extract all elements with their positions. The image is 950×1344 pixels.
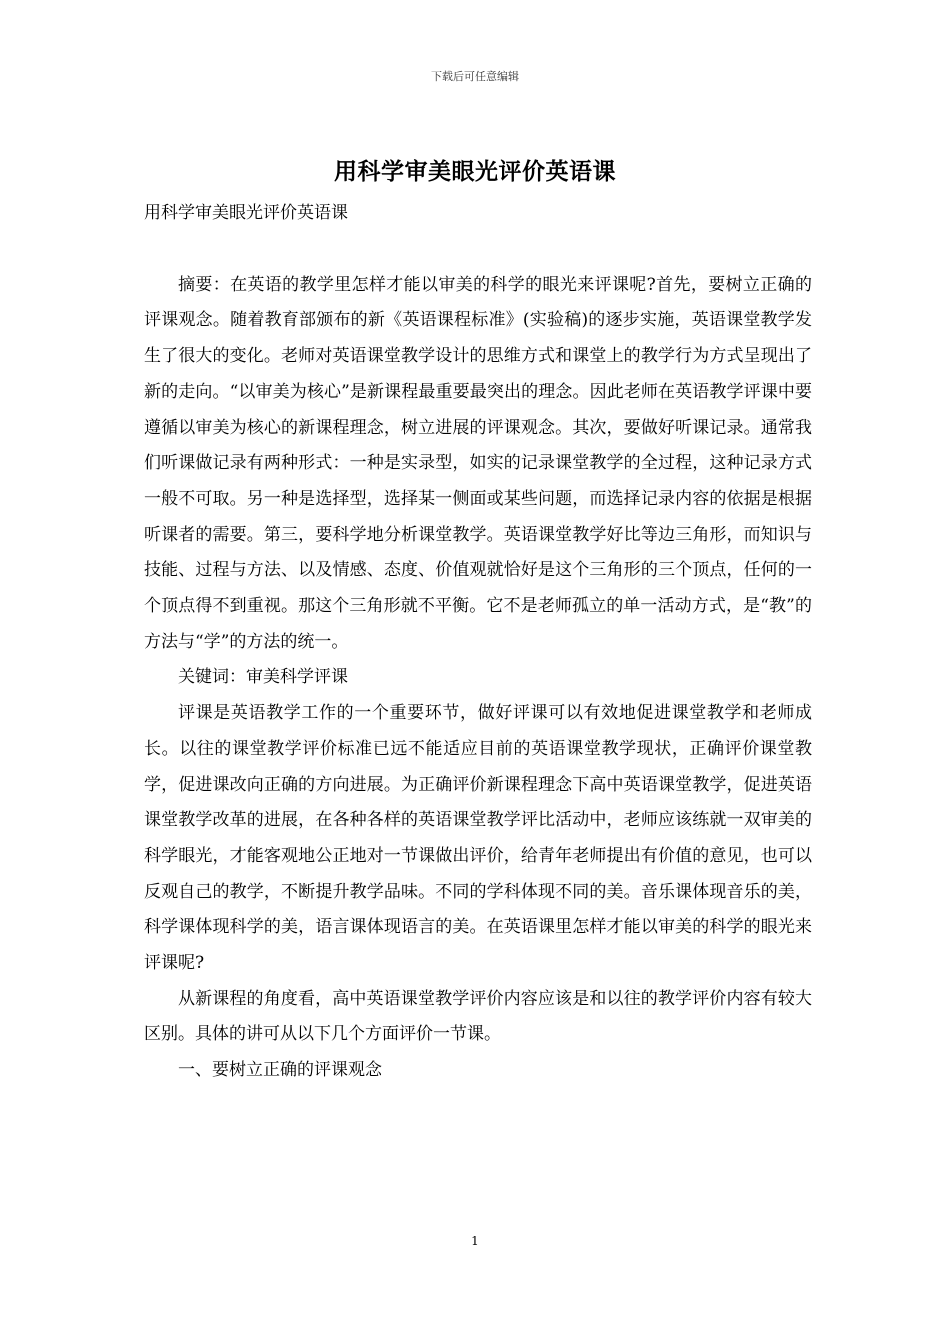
- document-title: 用科学审美眼光评价英语课: [334, 158, 616, 185]
- keywords-line: 关键词：审美科学评课: [178, 667, 348, 688]
- abstract-paragraph: 摘要：在英语的教学里怎样才能以审美的科学的眼光来评课呢?首先，要树立正确的评课观念。随着教育部颁布的新《英语课程标准》(实验稿)的逐步实施，英语课堂教学发生了很大的变化。老师对英语课堂教学设计的思维方式和课堂上的教学行为方式呈现出了新的走向。“以审美为核心”是新课程最重要最突出的理念。因此老师在英语教学评课中要遵循以审美为核心的新课程理念，树立进展的评课观念。其次，要做好听课记录。通常我们听课做记录有两种形式：一种是实录型，如实的记录课堂教学的全过程，这种记录方式一般不可取。另一种是选择型，选择某一侧面或某些问题，而选择记录内容的依据是根据听课者的需要。第三，要科学地分析课堂教学。英语课堂教学好比等边三角形，而知识与技能、过程与方法、以及情感、态度、价值观就恰好是这个三角形的三个顶点，任何的一个顶点得不到重视。那这个三角形就不平衡。它不是老师孤立的单一活动方式，是“教”的方法与“学”的方法的统一。: [144, 274, 812, 652]
- body-paragraph-1: 评课是英语教学工作的一个重要环节，做好评课可以有效地促进课堂教学和老师成长。以往的课堂教学评价标准已远不能适应目前的英语课堂教学现状，正确评价课堂教学，促进课改向正确的方向进展。为正确评价新课程理念下高中英语课堂教学，促进英语课堂教学改革的进展，在各种各样的英语课堂教学评比活动中，老师应该练就一双审美的科学眼光，才能客观地公正地对一节课做出评价，给青年老师提出有价值的意见，也可以反观自己的教学，不断提升教学品味。不同的学科体现不同的美。音乐课体现音乐的美，科学课体现科学的美，语言课体现语言的美。在英语课里怎样才能以审美的科学的眼光来评课呢?: [144, 703, 812, 974]
- page-header-note: 下载后可任意编辑: [431, 70, 519, 83]
- document-subtitle: 用科学审美眼光评价英语课: [144, 203, 348, 223]
- section-heading: 一、要树立正确的评课观念: [178, 1060, 382, 1081]
- page-number: 1: [471, 1234, 479, 1248]
- document-body: [144, 196, 812, 1089]
- body-paragraph-2: 从新课程的角度看，高中英语课堂教学评价内容应该是和以往的教学评价内容有较大区别。具体的讲可从以下几个方面评价一节课。: [144, 988, 812, 1045]
